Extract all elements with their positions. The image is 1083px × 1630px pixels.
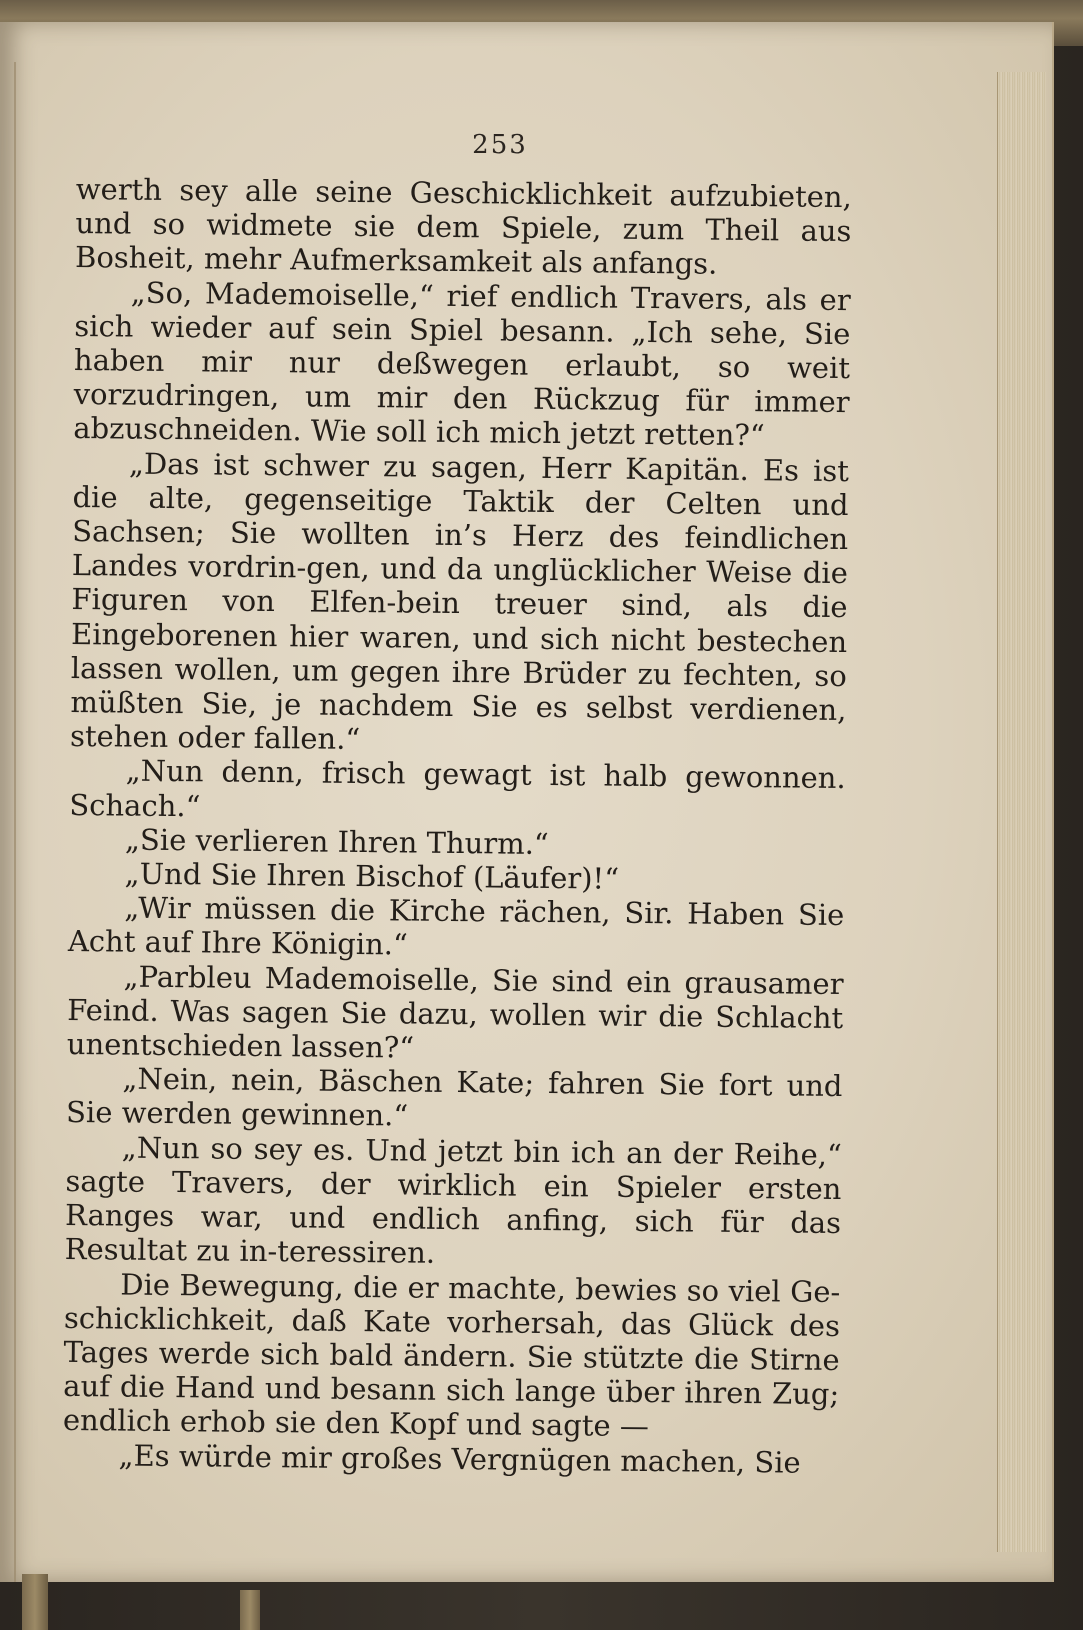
page-edges [997,72,1046,1552]
paragraph: „Es würde mir großes Vergnügen machen, Sie [118,1438,801,1480]
paragraph: „Das ist schwer zu sagen, Herr Kapitän. Es ist die alte, gegenseitige Taktik der Celten und Sachsen; Sie wollten in’s Herz des feindlichen Landes vordrin-gen, und da unglücklicher Weise die Figuren von Elfen-bein treuer sind, als die Eingeborenen hier waren, und sich nicht bestechen lassen wollen, um gegen ihre Brüder zu fechten, so müßten Sie, je nachdem Sie es selbst verdienen, stehen oder fallen.“ [69,446,850,757]
paragraph: „Nun so sey es. Und jetzt bin ich an der Reihe,“ sagte Travers, der wirklich ein Spieler ersten Ranges war, und endlich anfing, sich für das Resultat zu in-teressiren. [64,1130,842,1271]
bookmark-ribbon [240,1590,260,1630]
book-page [0,22,1054,1582]
paragraph: werth sey alle seine Geschicklichkeit aufzubieten, und so widmete sie dem Spiele, zum Theil aus Bosheit, mehr Aufmerksamkeit als anfangs. [74,172,852,282]
paragraph: „Nun denn, frisch gewagt ist halb gewonnen. Schach.“ [69,754,846,823]
paragraph: „Nein, nein, Bäschen Kate; fahren Sie fort und Sie werden gewinnen.“ [65,1061,843,1134]
paragraph: „So, Mademoiselle,“ rief endlich Travers, als er sich wieder auf sein Spiel besann. „Ich sehe, Sie haben mir nur deßwegen erlaubt, so weit vorzudringen, um mir den Rückzug für immer abzuschneiden. Wie soll ich mich jetzt retten?“ [73,275,851,453]
paragraph: „Parbleu Mademoiselle, Sie sind ein grausamer Feind. Was sagen Sie dazu, wollen wir die Schlacht unentschieden lassen?“ [66,959,844,1065]
bookmark-ribbon [22,1574,48,1630]
paragraph: Die Bewegung, die er machte, bewies so viel Ge-schicklichkeit, daß Kate vorhersah, das Glück des Tages werde sich bald ändern. Sie stützte die Stirne auf die Hand und besann sich lange über ihren Zug; endlich erhob sie den Kopf und sagte — [62,1267,841,1444]
text-block [62,172,852,1480]
gutter-line [14,62,16,1582]
paragraph: „Sie verlieren Ihren Thurm.“ [124,822,549,861]
page-number: 253 [472,130,528,160]
paragraph: „Und Sie Ihren Bischof (Läufer)!“ [124,856,620,896]
paragraph: „Wir müssen die Kirche rächen, Sir. Haben Sie Acht auf Ihre Königin.“ [67,890,845,962]
